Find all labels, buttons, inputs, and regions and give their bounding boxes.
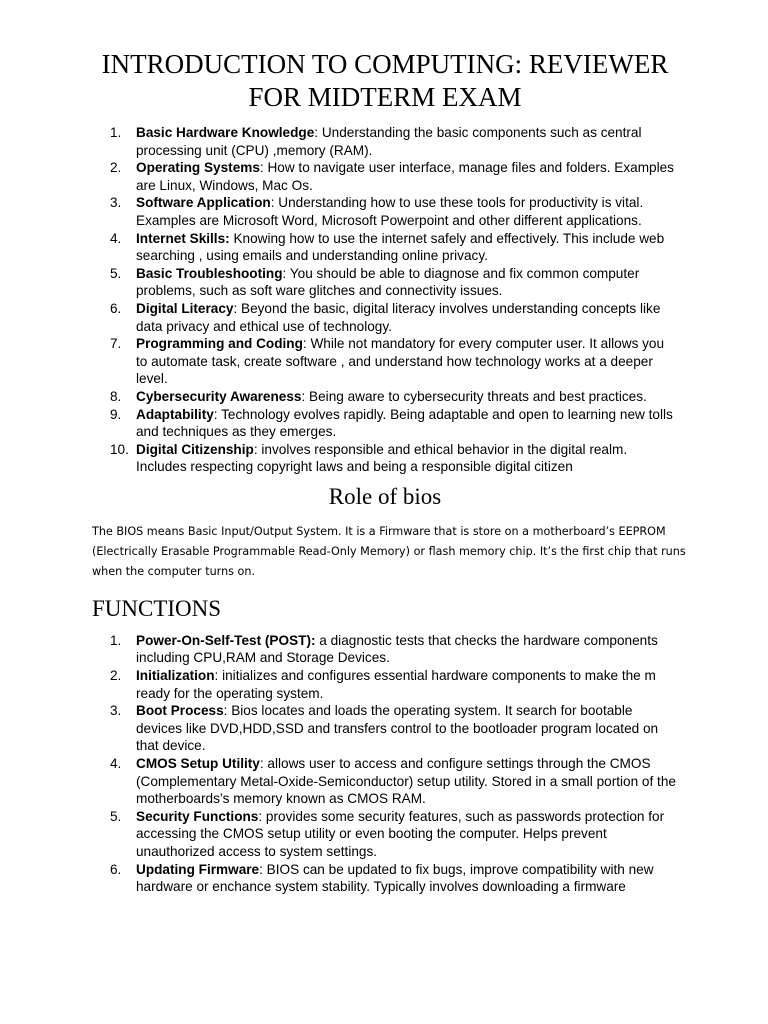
list-item	[92, 755, 678, 808]
list-item	[92, 632, 678, 667]
item-number: 3.	[110, 195, 122, 211]
list-item	[92, 861, 678, 896]
item-number: 10.	[110, 441, 129, 457]
list-item	[92, 230, 678, 265]
item-text: Understanding how to use these tools for productivity is vital. Examples are Microsoft Word, Microsoft Powerpoint and other different applications.	[136, 195, 644, 228]
list-item	[92, 667, 678, 702]
item-text: Beyond the basic, digital literacy involves understanding concepts like data privacy and ethical use of technology.	[136, 300, 661, 334]
item-term: Programming and Coding	[136, 336, 303, 352]
item-separator: :	[301, 388, 306, 404]
item-number: 6.	[110, 861, 122, 877]
item-separator: :	[258, 808, 263, 824]
list-item	[92, 388, 678, 406]
bios-paragraph: The BIOS means Basic Input/Output System. It is a Firmware that is store on a motherboard’s EEPROM (Electrically Erasable Programmable Read-Only Memory) or flash memory chip. It’s the first chip that runs when the computer turns on.	[92, 524, 686, 578]
skills-list	[92, 124, 678, 476]
item-separator: :	[213, 406, 218, 422]
item-text: Being aware to cybersecurity threats and best practices.	[305, 388, 647, 404]
functions-heading: FUNCTIONS	[92, 595, 222, 621]
item-term: Digital Literacy	[136, 300, 234, 316]
item-text: How to navigate user interface, manage files and folders. Examples are Linux, Windows, Mac Os.	[136, 160, 674, 193]
document-title: INTRODUCTION TO COMPUTING: REVIEWER FOR MIDTERM EXAM	[101, 49, 669, 112]
item-number: 2.	[110, 160, 122, 176]
item-number: 4.	[110, 230, 122, 246]
item-term: Power-On-Self-Test (POST):	[136, 632, 316, 648]
item-term: Adaptability	[136, 406, 214, 422]
functions-list	[92, 632, 678, 896]
item-separator: :	[223, 703, 228, 719]
list-item	[92, 702, 678, 755]
item-number: 2.	[110, 668, 122, 684]
item-term: Boot Process	[136, 703, 224, 719]
item-term: Digital Citizenship	[136, 441, 254, 457]
item-text: provides some security features, such as passwords protection for accessing the CMOS setup utility or even booting the computer. Helps prevent unauthorized access to system settings.	[136, 808, 665, 859]
item-text: involves responsible and ethical behavior in the digital realm. Includes respecting copyright laws and being a responsible digital citizen	[136, 441, 628, 475]
item-separator: :	[270, 195, 275, 211]
item-text: You should be able to diagnose and fix common computer problems, such as soft ware glitches and connectivity issues.	[136, 265, 640, 299]
list-item	[92, 406, 678, 441]
list-item	[92, 194, 678, 229]
item-term: CMOS Setup Utility	[136, 756, 260, 772]
list-item	[92, 300, 678, 335]
item-separator: :	[259, 756, 264, 772]
item-separator: :	[314, 125, 319, 140]
item-number: 6.	[110, 300, 122, 316]
item-term: Security Functions	[136, 808, 259, 824]
item-number: 5.	[110, 265, 122, 281]
list-item	[92, 335, 678, 388]
item-number: 1.	[110, 125, 122, 140]
item-separator: :	[253, 441, 258, 457]
item-number: 4.	[110, 756, 122, 772]
item-term: Updating Firmware	[136, 861, 260, 877]
list-item	[92, 808, 678, 861]
item-separator: :	[282, 265, 287, 281]
item-number: 8.	[110, 388, 122, 404]
item-number: 5.	[110, 808, 122, 824]
item-number: 9.	[110, 406, 122, 422]
item-term: Operating Systems	[136, 160, 260, 176]
item-separator: :	[233, 300, 238, 316]
item-text: initializes and configures essential hardware components to make the m ready for the operating system.	[136, 668, 656, 701]
item-term: Software Application	[136, 195, 271, 211]
item-separator: :	[214, 668, 219, 684]
item-separator: :	[259, 861, 263, 877]
item-number: 3.	[110, 703, 122, 719]
list-item	[92, 159, 678, 194]
item-text: While not mandatory for every computer user. It allows you to automate task, create software , and understand how technology works at a deeper level.	[136, 336, 665, 387]
item-separator: :	[259, 160, 264, 176]
list-item	[92, 265, 678, 300]
list-item	[92, 124, 678, 159]
item-term: Basic Hardware Knowledge	[136, 125, 315, 140]
item-text: allows user to access and configure settings through the CMOS (Complementary Metal-Oxide-Semiconductor) setup utility. Stored in a small portion of the motherboards’s memory known as CMOS RAM.	[136, 756, 676, 807]
item-text: Understanding the basic components such as central processing unit (CPU) ,memory (RAM).	[136, 125, 642, 158]
item-number: 1.	[110, 632, 122, 648]
item-term: Internet Skills:	[136, 230, 230, 246]
item-separator: :	[302, 336, 307, 352]
item-text: a diagnostic tests that checks the hardware components including CPU,RAM and Storage Devices.	[136, 632, 658, 666]
item-text: Knowing how to use the internet safely and effectively. This include web searching , using emails and understanding online privacy.	[136, 230, 665, 264]
item-text: BIOS can be updated to fix bugs, improve compatibility with new hardware or enchance system stability. Typically involves downloading a firmware	[136, 861, 654, 895]
item-term: Cybersecurity Awareness	[136, 388, 302, 404]
item-term: Basic Troubleshooting	[136, 265, 283, 281]
list-item	[92, 441, 678, 476]
item-number: 7.	[110, 336, 122, 352]
item-term: Initialization	[136, 668, 215, 684]
item-text: Bios locates and loads the operating system. It search for bootable devices like DVD,HDD,SSD and transfers control to the bootloader program located on that device.	[136, 703, 659, 754]
bios-heading: Role of bios	[328, 483, 442, 509]
item-text: Technology evolves rapidly. Being adaptable and open to learning new tolls and techniques as they emerges.	[136, 406, 673, 440]
